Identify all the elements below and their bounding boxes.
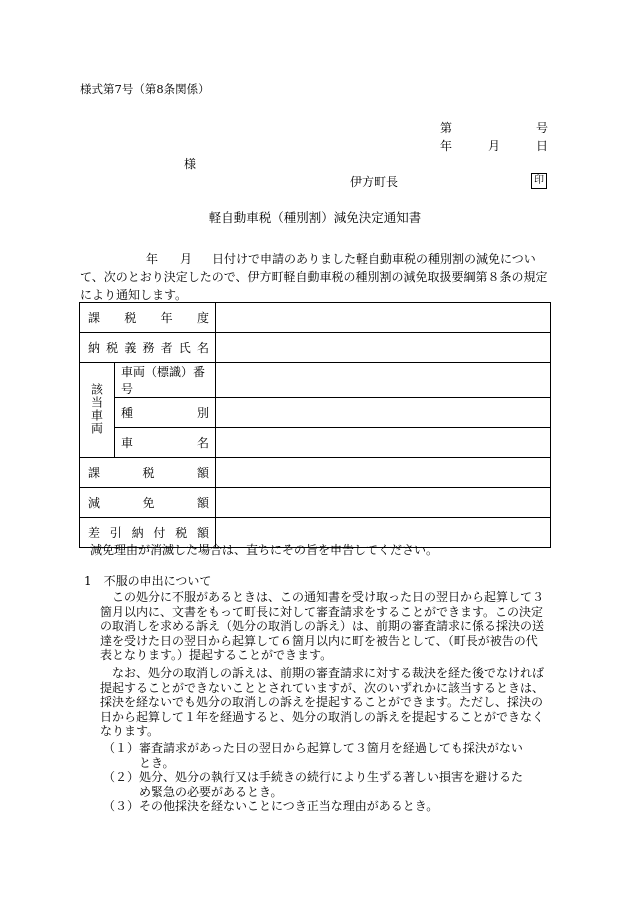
intro-text	[80, 250, 560, 304]
label-char: 車	[121, 436, 134, 450]
label-char: 納	[131, 526, 144, 540]
label-tax-year	[80, 303, 216, 333]
row-tax-amount	[80, 458, 551, 488]
section-heading: 1 不服の申出について	[84, 574, 212, 588]
label-char: 税	[142, 466, 155, 480]
value-type[interactable]	[216, 398, 551, 428]
addressee-suffix: 様	[184, 157, 197, 171]
label-char: 免	[142, 496, 155, 510]
intro-line2: て、次のとおり決定したので、伊方町軽自動車税の種別割の減免取扱要綱第８条の規定	[80, 270, 548, 284]
label-char: 税	[124, 311, 137, 325]
paragraph-line: の取消しを求める訴え（処分の取消しの訴え）は、前期の審査請求に係る採決の送	[100, 619, 545, 633]
intro-month: 月	[180, 252, 193, 266]
label-char: 務	[142, 341, 155, 355]
label-char: 差	[88, 526, 101, 540]
item-line: とき。	[139, 755, 175, 770]
label-char: 年	[160, 311, 173, 325]
date-day-label: 日	[536, 139, 549, 153]
label-char: 課	[88, 466, 101, 480]
paragraph-line: なります。	[100, 724, 160, 738]
label-vehicle-number: 車両（標識）番号	[115, 363, 216, 398]
issuer-name: 伊方町長	[350, 175, 399, 189]
label-type	[115, 398, 216, 428]
label-exemption	[80, 488, 216, 518]
paragraph-line: なお、処分の取消しの訴えは、前期の審査請求に対する裁決を経た後でなければ	[112, 666, 545, 680]
appeal-paragraph-2	[100, 666, 552, 739]
value-taxpayer[interactable]	[216, 333, 551, 363]
condition-item-2	[103, 770, 523, 799]
label-char: 度	[196, 311, 209, 325]
label-model	[115, 428, 216, 458]
row-type	[80, 398, 551, 428]
condition-item-3	[103, 799, 438, 814]
label-char: 者	[160, 341, 173, 355]
label-char: 額	[196, 526, 209, 540]
row-tax-year	[80, 303, 551, 333]
label-char: 税	[175, 526, 188, 540]
row-vehicle-number	[80, 363, 551, 398]
label-char: 付	[153, 526, 166, 540]
label-taxpayer	[80, 333, 216, 363]
item-line: （３）その他採決を経ないことにつき正当な理由があるとき。	[103, 799, 439, 813]
paragraph-line: この処分に不服があるときは、この通知書を受け取った日の翌日から起算して３	[112, 590, 545, 604]
exemption-table	[79, 302, 551, 548]
item-line: （２）処分、処分の執行又は手続きの続行により生ずる著しい損害を避けるた	[103, 770, 524, 784]
seal-stamp: 印	[531, 173, 547, 189]
document-number-suffix: 号	[536, 121, 549, 135]
appeal-paragraph-1	[100, 590, 552, 663]
intro-year: 年	[146, 252, 159, 266]
label-char: 税	[106, 341, 119, 355]
label-char: 名	[196, 436, 209, 450]
value-exemption[interactable]	[216, 488, 551, 518]
paragraph-line: 採決を経ないでも処分の取消しの訴えを提起することができます。ただし、採決の	[100, 695, 544, 709]
label-char: 義	[124, 341, 137, 355]
label-char: 氏	[178, 341, 191, 355]
row-taxpayer	[80, 333, 551, 363]
date-year-label: 年	[440, 139, 453, 153]
label-char: 名	[196, 341, 209, 355]
paragraph-line: 提起することができないこととされていますが、次のいずれかに該当するときは、	[100, 680, 545, 695]
label-char: 納	[88, 341, 101, 355]
vehicle-group-text: 該当車両	[89, 382, 104, 435]
intro-line3: により通知します。	[80, 288, 188, 302]
label-char: 減	[88, 496, 101, 510]
item-line: （１）審査請求があった日の翌日から起算して３箇月を経過しても採決がない	[103, 741, 523, 755]
value-tax-amount[interactable]	[216, 458, 551, 488]
paragraph-line: 日から起算して１年を経過すると、処分の取消しの訴えを提起することができなく	[100, 709, 545, 724]
item-line: め緊急の必要があるとき。	[139, 784, 283, 799]
form-number: 様式第7号（第8条関係）	[80, 82, 210, 96]
label-char: 別	[196, 406, 209, 420]
label-char: 引	[109, 526, 122, 540]
document-number-prefix: 第	[440, 121, 453, 135]
date-month-label: 月	[488, 139, 501, 153]
value-tax-year[interactable]	[216, 303, 551, 333]
label-char: 種	[121, 406, 134, 420]
condition-item-1	[103, 741, 523, 770]
label-char: 課	[88, 311, 101, 325]
row-model	[80, 428, 551, 458]
row-exemption	[80, 488, 551, 518]
value-vehicle-number[interactable]	[216, 363, 551, 398]
document-title: 軽自動車税（種別割）減免決定通知書	[208, 210, 422, 225]
paragraph-line: 箇月以内に、文書をもって町長に対して審査請求をすることができます。この決定	[100, 604, 544, 619]
paragraph-line: 達を受けた日の翌日から起算して６箇月以内に町を被告として、（町長が被告の代	[100, 633, 538, 648]
label-vehicle-group	[80, 363, 115, 458]
paragraph-line: 表となります。）提起することができます。	[100, 648, 333, 662]
value-model[interactable]	[216, 428, 551, 458]
label-char: 額	[196, 496, 209, 510]
notice-text: 減免理由が消滅した場合は、直ちにその旨を申告してください。	[90, 543, 439, 557]
intro-line1: 日付けで申請のありました軽自動車税の種別割の減免につい	[212, 252, 536, 266]
label-char: 額	[196, 466, 209, 480]
label-tax-amount	[80, 458, 216, 488]
